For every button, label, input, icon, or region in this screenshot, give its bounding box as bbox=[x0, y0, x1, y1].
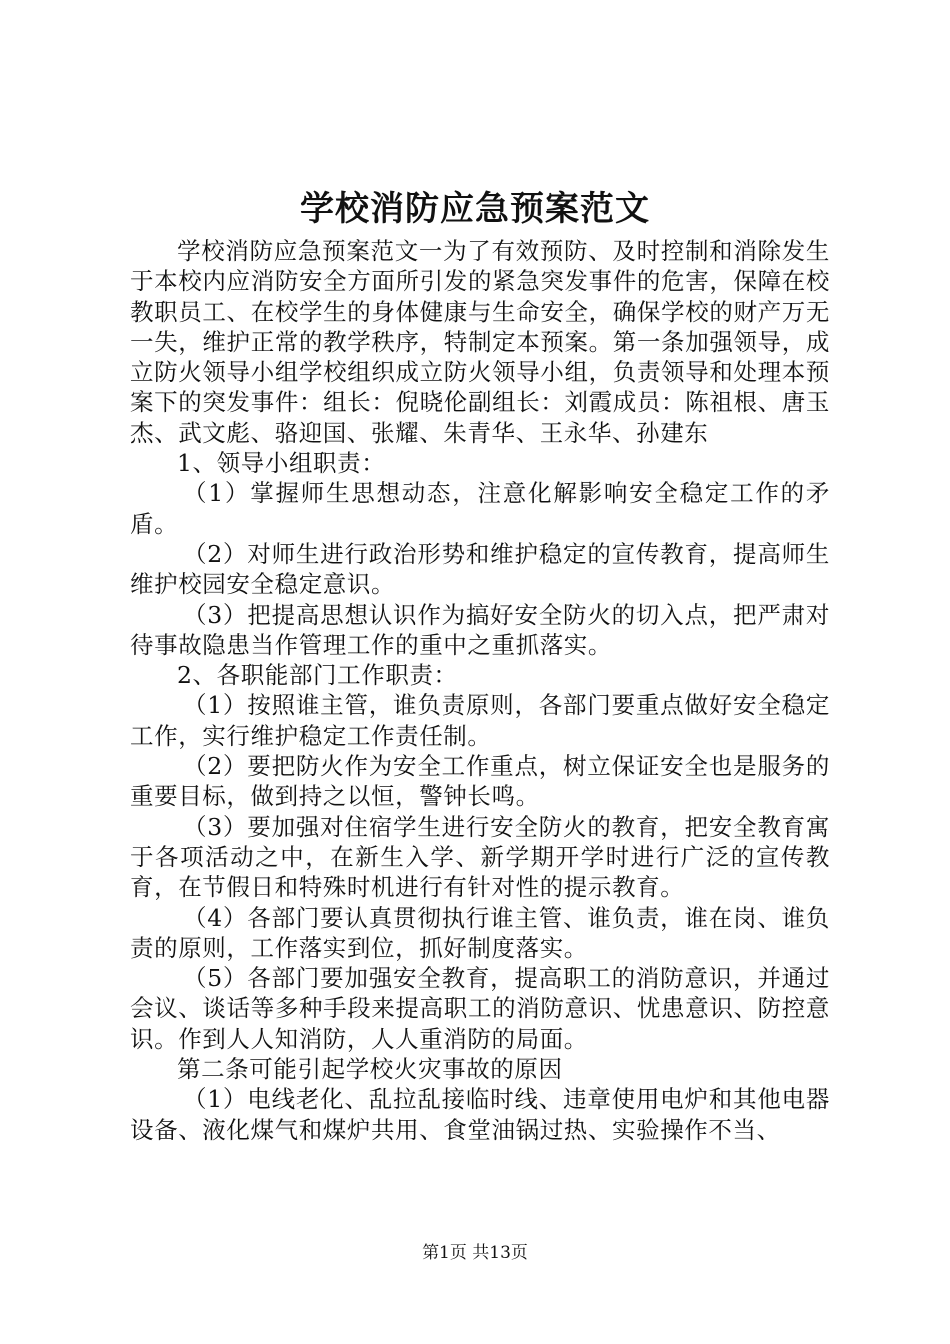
heading-fire-causes: 第二条可能引起学校火灾事故的原因 bbox=[177, 1055, 563, 1084]
page-footer: 第1页 共13页 bbox=[422, 1243, 528, 1263]
list-item: （5）各部门要加强安全教育，提高职工的消防意识，并通过会议、谈话等多种手段来提高职工的消防意识、忧患意识、防控意识。作到人人知消防，人人重消防的局面。 bbox=[130, 964, 830, 1053]
list-item: （1）按照谁主管，谁负责原则，各部门要重点做好安全稳定工作，实行维护稳定工作责任制。 bbox=[130, 691, 830, 750]
paragraph-intro: 学校消防应急预案范文一为了有效预防、及时控制和消除发生于本校内应消防安全方面所引发的紧急突发事件的危害，保障在校教职员工、在校学生的身体健康与生命安全，确保学校的财产万无一失，维护正常的教学秩序，特制定本预案。第一条加强领导，成立防火领导小组学校组织成立防火领导小组，负责领导和处理本预案下的突发事件：组长：倪晓伦副组长：刘霞成员：陈祖根、唐玉杰、武文彪、骆迎国、张耀、朱青华、王永华、孙建东 bbox=[130, 237, 830, 447]
document-title: 学校消防应急预案范文 bbox=[300, 189, 650, 229]
list-item: （3）把提高思想认识作为搞好安全防火的切入点，把严肃对待事故隐患当作管理工作的重中之重抓落实。 bbox=[130, 600, 830, 659]
document-body bbox=[130, 236, 830, 1145]
heading-department-duties: 2、各职能部门工作职责： bbox=[177, 661, 458, 690]
list-item: （4）各部门要认真贯彻执行谁主管、谁负责，谁在岗、谁负责的原则，工作落实到位，抓好制度落实。 bbox=[130, 903, 830, 962]
heading-leadership-duties: 1、领导小组职责： bbox=[177, 449, 386, 478]
list-item: （3）要加强对住宿学生进行安全防火的教育，把安全教育寓于各项活动之中，在新生入学、新学期开学时进行广泛的宣传教育，在节假日和特殊时机进行有针对性的提示教育。 bbox=[130, 812, 830, 902]
list-item: （2）对师生进行政治形势和维护稳定的宣传教育，提高师生维护校园安全稳定意识。 bbox=[130, 539, 830, 599]
list-item: （1）掌握师生思想动态，注意化解影响安全稳定工作的矛盾。 bbox=[130, 479, 830, 538]
list-item: （1）电线老化、乱拉乱接临时线、违章使用电炉和其他电器设备、液化煤气和煤炉共用、食堂油锅过热、实验操作不当、 bbox=[130, 1085, 830, 1144]
list-item: （2）要把防火作为安全工作重点，树立保证安全也是服务的重要目标，做到持之以恒，警钟长鸣。 bbox=[130, 752, 830, 811]
